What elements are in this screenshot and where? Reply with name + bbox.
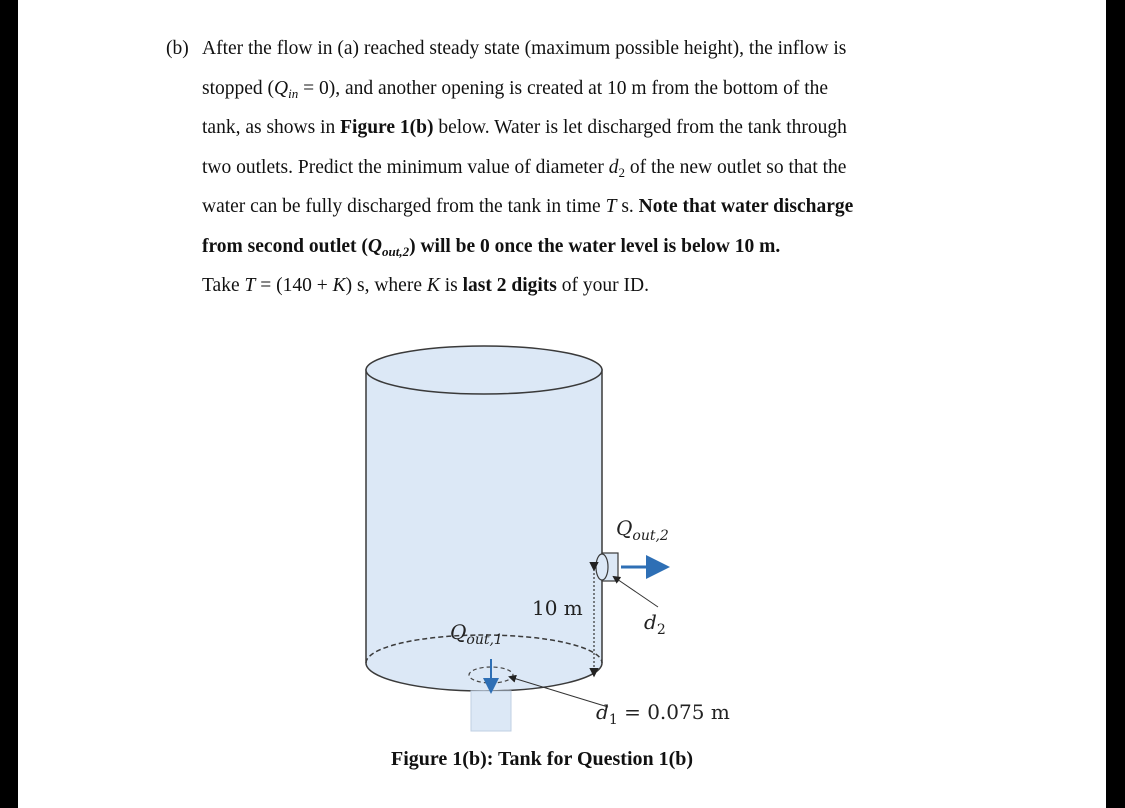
text-line-3: tank, as shows in Figure 1(b) below. Water is let discharged from the tank through	[202, 117, 847, 138]
figure-caption: Figure 1(b): Tank for Question 1(b)	[391, 748, 694, 770]
text-line-6: from second outlet $(Q_{out,2})$ will be 0 once the water level is below 10 m.	[202, 235, 781, 259]
document-page	[18, 0, 1106, 808]
q-out1-label: $Q_{out,1}$	[450, 620, 503, 648]
bottom-outlet-pipe	[471, 691, 511, 731]
text-line-5: water can be fully discharged from the tank in time T s. Note that water discharge	[202, 196, 854, 217]
tank-top-rim	[366, 346, 602, 394]
d1-label: $d_1 = 0.075$ m	[596, 700, 730, 728]
text-line-2: stopped $(Q_{in} = 0)$, and another opening is created at 10 m from the bottom of the	[202, 77, 829, 101]
q-out2-label: $Q_{out,2}$	[616, 516, 669, 544]
text-line-4: two outlets. Predict the minimum value of diameter $d_2$ of the new outlet so that the	[202, 156, 847, 180]
height-label: 10 m	[532, 596, 583, 620]
tank-figure	[358, 345, 778, 745]
text-line-7: Take T = (140 + K) s, where K is last 2 digits of your ID.	[202, 275, 649, 296]
part-label: (b)	[166, 38, 189, 59]
text-line-1: After the flow in (a) reached steady state (maximum possible height), the inflow is	[202, 38, 847, 59]
d2-leader	[614, 577, 658, 607]
d2-label: $d_2$	[644, 610, 666, 638]
side-outlet-opening	[596, 554, 608, 580]
problem-text	[166, 29, 966, 306]
